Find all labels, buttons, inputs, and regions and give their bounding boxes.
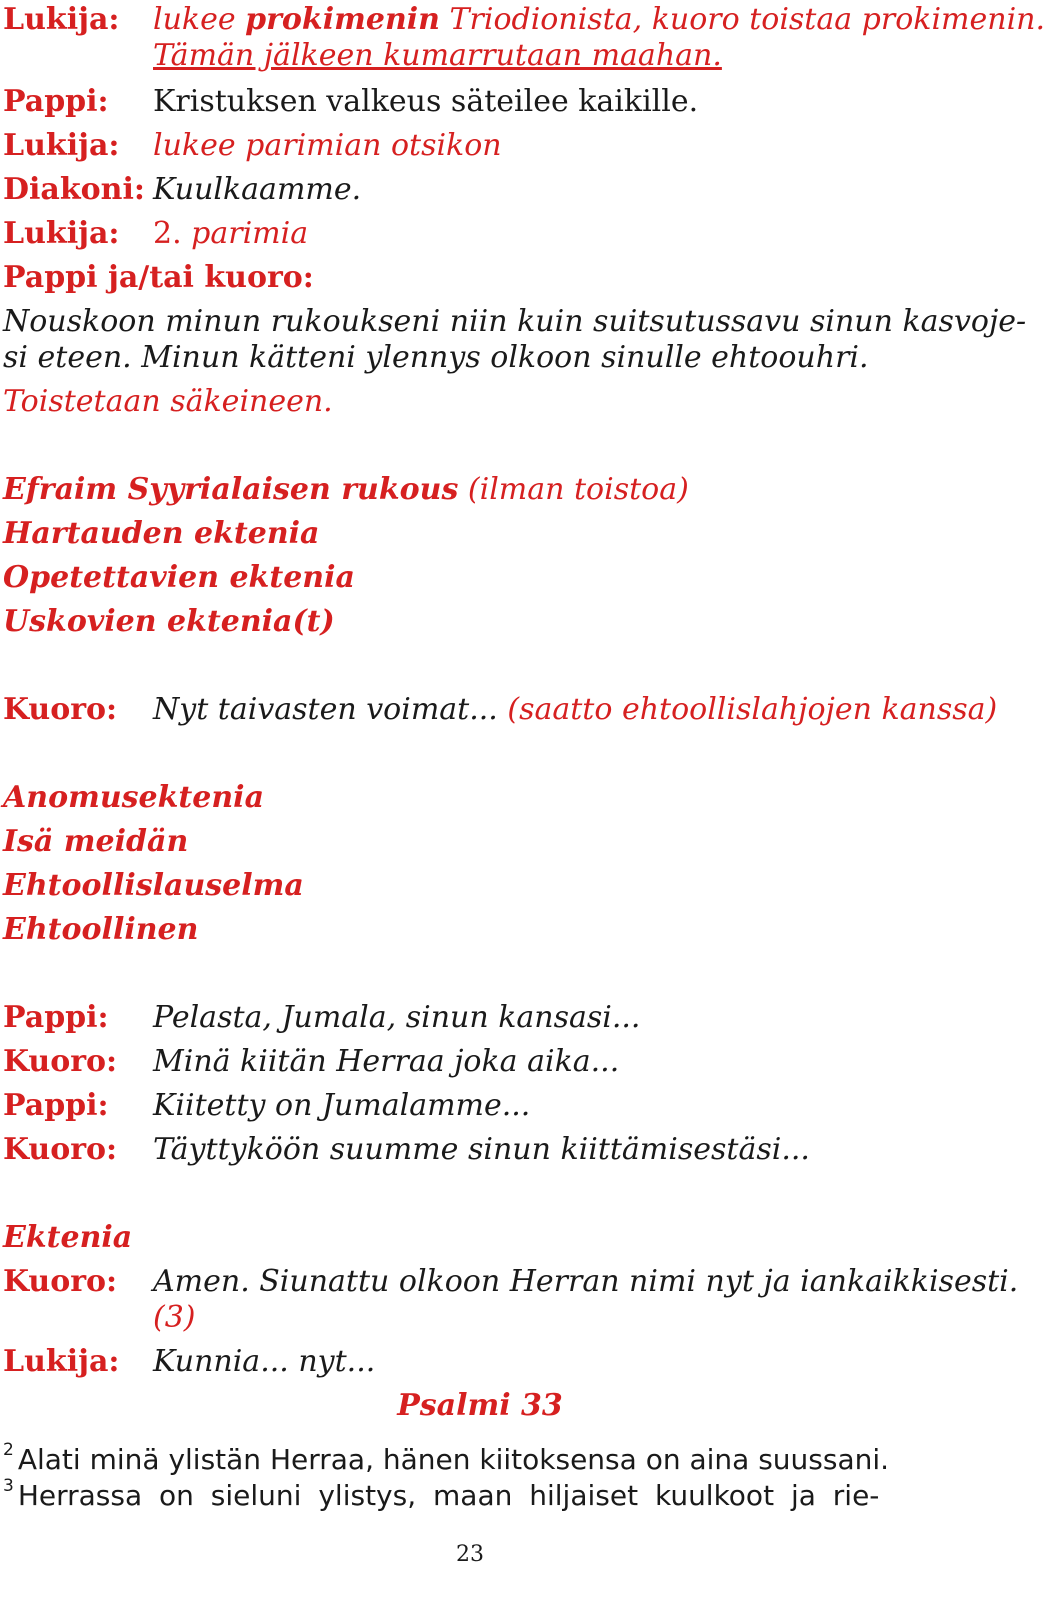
speaker-label: Kuoro: — [3, 1264, 118, 1299]
spoken-text: Kuulkaamme. — [153, 172, 362, 207]
rubric-text: lukee — [153, 2, 246, 37]
rubric-text: parimia — [181, 216, 309, 251]
line-reader-glory — [3, 1344, 375, 1380]
spoken-text: si eteen. Minun kätteni ylennys olkoon sinulle ehtoouhri. — [3, 340, 869, 375]
line-prayer-1 — [3, 304, 1026, 340]
speaker-label: Kuoro: — [3, 692, 118, 727]
heading-efraim — [3, 472, 689, 508]
line-repeat-rubric — [3, 384, 333, 420]
verse-number: 3 — [3, 1476, 14, 1496]
line-prayer-2 — [3, 340, 869, 376]
heading-isa-meidan — [3, 824, 188, 860]
line-priest-light — [3, 84, 698, 120]
speaker-label: Diakoni: — [3, 172, 145, 207]
line-priest-blessed — [3, 1088, 530, 1124]
verse-text: Alati minä ylistän Herraa, hänen kiitoksensa on aina suussani. — [17, 1443, 890, 1476]
section-heading: Ektenia — [3, 1220, 133, 1255]
heading-anomusektenia — [3, 780, 264, 816]
section-heading: Isä meidän — [3, 824, 189, 859]
rubric-bold-text: prokimenin — [245, 2, 440, 37]
section-heading: Anomusektenia — [3, 780, 265, 815]
spoken-text: Pelasta, Jumala, sinun kansasi... — [153, 1000, 641, 1035]
line-reader-parimia — [3, 216, 308, 252]
spoken-text: Kristuksen valkeus säteilee kaikille. — [153, 84, 699, 119]
rubric-text: (saatto ehtoollislahjojen kanssa) — [497, 692, 998, 727]
spoken-text: Kiitetty on Jumalamme... — [153, 1088, 531, 1123]
speaker-label: Kuoro: — [3, 1044, 118, 1079]
line-priest-choir — [3, 260, 314, 296]
speaker-label: Lukija: — [3, 2, 120, 37]
heading-hartauden — [3, 516, 319, 552]
speaker-label: Lukija: — [3, 1344, 120, 1379]
rubric-text: Tämän jälkeen kumarrutaan maahan. — [153, 38, 722, 73]
section-heading: Uskovien ektenia(t) — [3, 604, 335, 639]
spoken-text: Nouskoon minun rukoukseni niin kuin suitsutussavu sinun kasvoje- — [3, 304, 1027, 339]
line-choir-fill — [3, 1132, 810, 1168]
verse-text: Herrassa on sieluni ylistys, maan hiljaiset kuulkoot ja rie- — [17, 1479, 880, 1512]
section-heading: Opetettavien ektenia — [3, 560, 355, 595]
line-choir-powers — [3, 692, 997, 728]
heading-uskovien — [3, 604, 335, 640]
rubric-text: (ilman toistoa) — [458, 472, 689, 507]
heading-ektenia — [3, 1220, 132, 1256]
line-prostration — [3, 38, 722, 74]
line-reader-title — [3, 128, 502, 164]
heading-opetettavien — [3, 560, 355, 596]
spoken-text: Täyttyköön suumme sinun kiittämisestäsi... — [153, 1132, 810, 1167]
speaker-label: Lukija: — [3, 216, 120, 251]
section-heading: Psalmi 33 — [397, 1388, 563, 1423]
speaker-label: Lukija: — [3, 128, 120, 163]
line-choir-amen — [3, 1264, 1018, 1300]
speaker-label: Pappi: — [3, 84, 109, 119]
speaker-label: Pappi: — [3, 1088, 109, 1123]
section-heading: Ehtoollislauselma — [3, 868, 304, 903]
rubric-text: Triodionista, kuoro toistaa prokimenin. — [439, 2, 1045, 37]
section-heading: Efraim Syyrialaisen rukous — [3, 472, 459, 507]
heading-ehtoollislauselma — [3, 868, 304, 904]
speaker-label: Pappi ja/tai kuoro: — [3, 260, 314, 295]
spoken-text: Minä kiitän Herraa joka aika... — [153, 1044, 620, 1079]
verse-number: 2 — [3, 1440, 14, 1460]
spoken-text: Amen. Siunattu olkoon Herran nimi nyt ja iankaikkisesti. — [153, 1264, 1019, 1299]
heading-psalm — [0, 1388, 960, 1424]
line-priest-save — [3, 1000, 640, 1036]
line-reader-prokimenon — [3, 2, 1045, 38]
spoken-text: Kunnia... nyt... — [153, 1344, 376, 1379]
psalm-verse-3 — [3, 1468, 879, 1514]
rubric-text: (3) — [153, 1300, 196, 1335]
line-deacon — [3, 172, 361, 208]
spoken-text: Nyt taivasten voimat... — [153, 692, 498, 727]
rubric-text: lukee parimian otsikon — [153, 128, 502, 163]
section-heading: Hartauden ektenia — [3, 516, 320, 551]
section-heading: Ehtoollinen — [3, 912, 199, 947]
line-choir-bless — [3, 1044, 619, 1080]
page-number: 23 — [456, 1542, 484, 1567]
line-repeat-count — [3, 1300, 196, 1336]
rubric-text: Toistetaan säkeineen. — [3, 384, 333, 419]
heading-ehtoollinen — [3, 912, 198, 948]
rubric-number: 2. — [153, 216, 182, 251]
speaker-label: Pappi: — [3, 1000, 109, 1035]
speaker-label: Kuoro: — [3, 1132, 118, 1167]
